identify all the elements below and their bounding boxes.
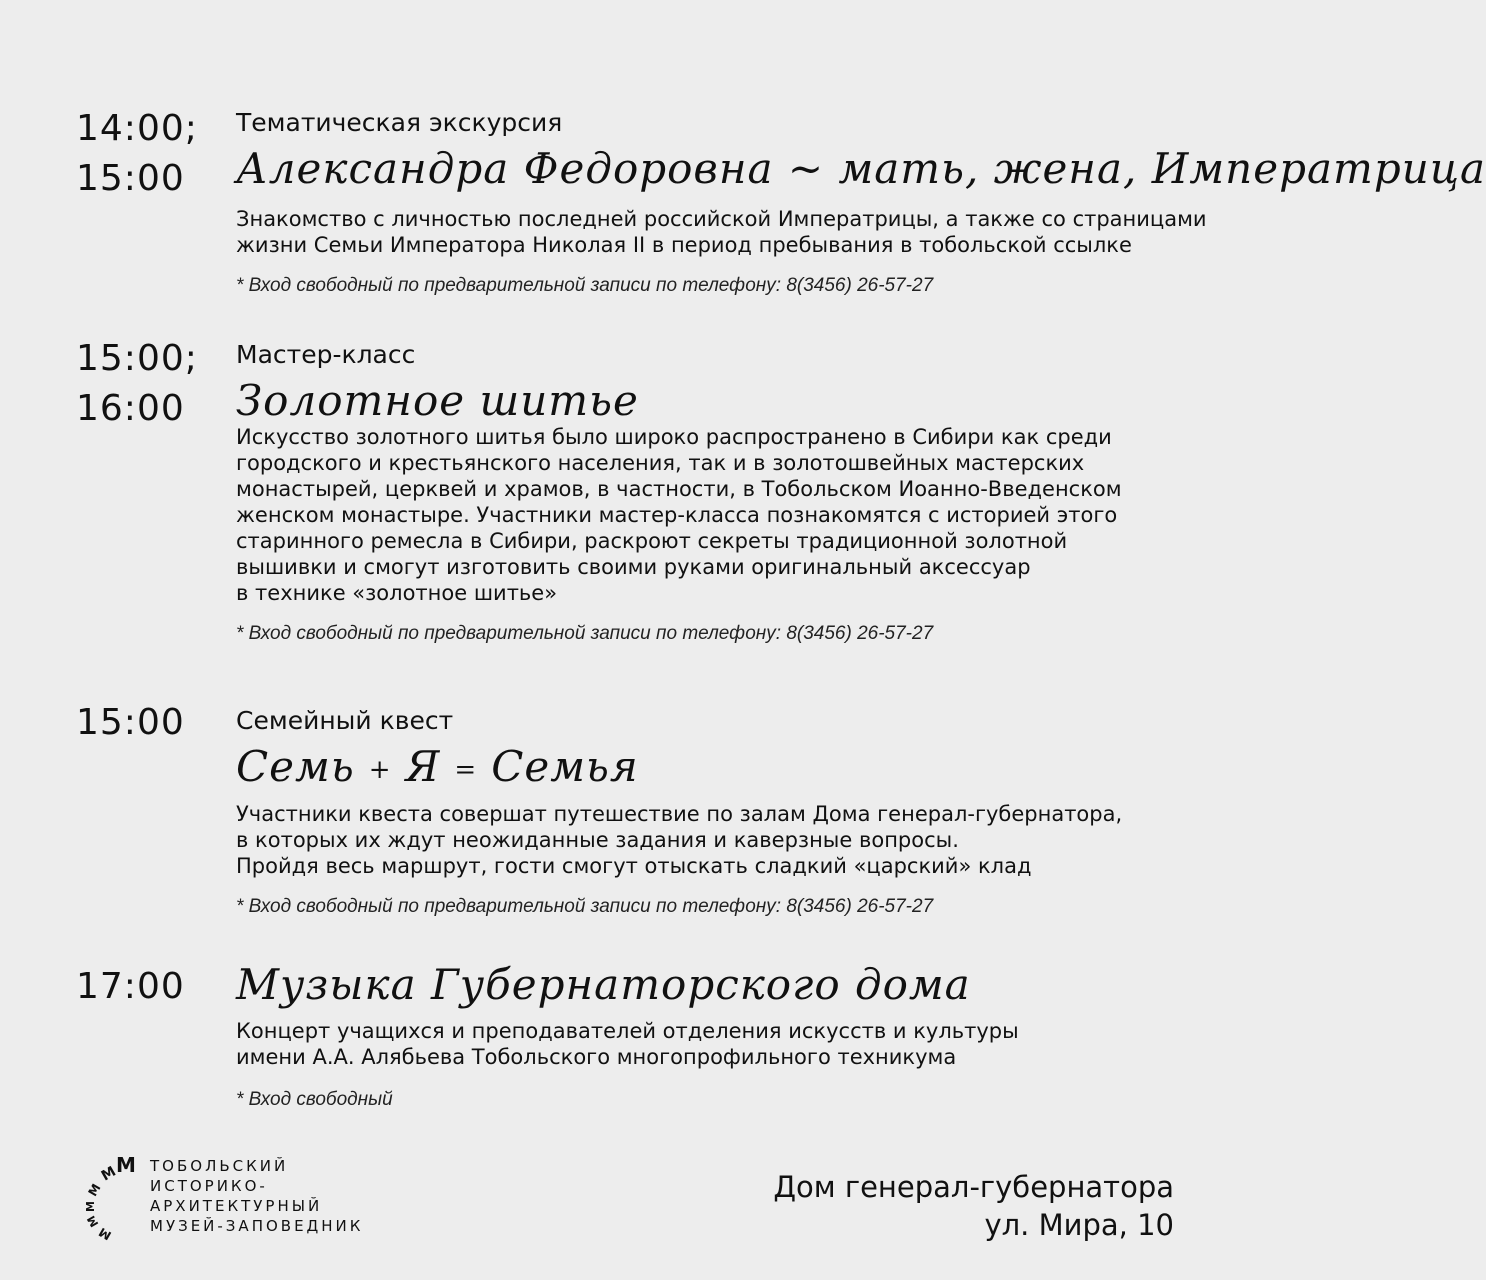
event-description: Участники квеста совершат путешествие по залам Дома генерал-губернатора, в которых их ждут неожиданные задания и каверзные вопросы. Пройдя весь маршрут, гости смогут отыскать сладкий «царский» клад [236,802,1123,878]
event-title: Музыка Губернаторского дома [236,960,971,1009]
event-description: Знакомство с личностью последней российской Императрицы, а также со страницами жизни Семьи Императора Николая II в период пребывания в тобольской ссылке [236,207,1207,257]
svg-text:M: M [85,1181,104,1199]
event-title: Золотное шитье [236,376,639,425]
event-time: 15:00; 16:00 [76,338,198,429]
event-note: * Вход свободный по предварительной записи по телефону: 8(3456) 26-57-27 [236,623,934,644]
event-kind: Мастер-класс [236,340,416,369]
event-title: Семь + Я = Семья [236,742,639,791]
event-note: * Вход свободный по предварительной записи по телефону: 8(3456) 26-57-27 [236,275,934,296]
svg-text:M: M [98,1163,119,1185]
event-title: Александра Федоровна ~ мать, жена, Императрица [236,144,1486,193]
event-note: * Вход свободный [236,1089,393,1110]
venue-address [773,1168,1174,1244]
street-address: ул. Мира, 10 [984,1208,1174,1242]
event-kind: Тематическая экскурсия [236,108,563,137]
museum-name: ТОБОЛЬСКИЙ ИСТОРИКО- АРХИТЕКТУРНЫЙ МУЗЕЙ-ЗАПОВЕДНИК [150,1157,364,1235]
svg-text:M: M [84,1201,97,1212]
event-description: Искусство золотного шитья было широко распространено в Сибири как среди городского и крестьянского населения, так и в золотошвейных мастерских монастырей, церквей и храмов, в частности, в Тобольском Иоанно-Введенском женском монастыре. Участники мастер-класса познакомятся с историей этого старинного ремесла в Сибири, раскроют секреты традиционной золотной вышивки и смогут изготовить своими руками оригинальный аксессуар в технике «золотное шитье» [236,425,1122,605]
event-time: 15:00 [76,702,185,743]
event-time: 17:00 [76,966,185,1007]
svg-text:M: M [116,1153,136,1177]
event-description: Концерт учащихся и преподавателей отделения искусств и культуры имени А.А. Алябьева Тобольского многопрофильного техникума [236,1019,1019,1069]
svg-text:M: M [96,1224,114,1243]
venue-name: Дом генерал-губернатора [773,1170,1174,1204]
event-kind: Семейный квест [236,706,454,735]
event-time: 14:00; 15:00 [76,108,198,199]
museum-logo-icon [84,1153,136,1243]
event-note: * Вход свободный по предварительной записи по телефону: 8(3456) 26-57-27 [236,896,934,917]
svg-text:M: M [84,1213,102,1230]
